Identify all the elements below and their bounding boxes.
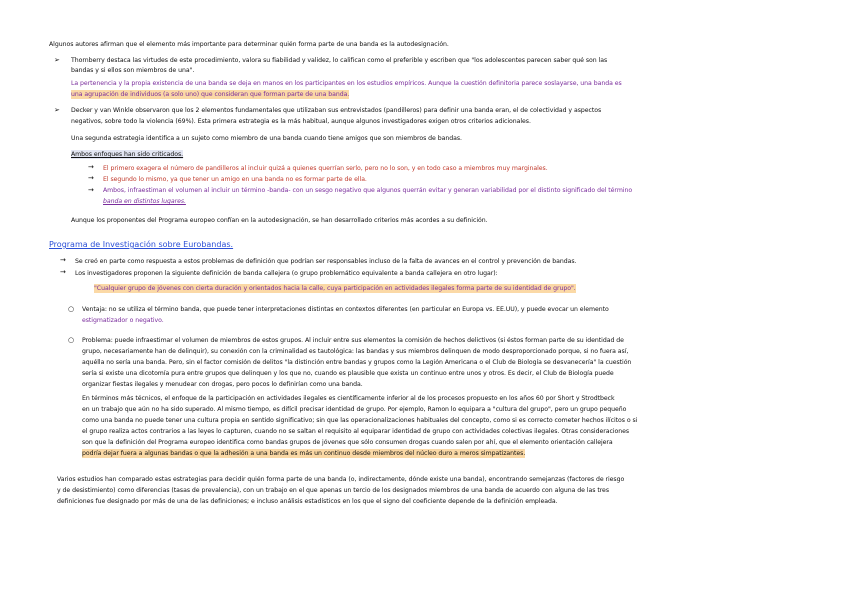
thornberry-line-1: Thornberry destaca las virtudes de este procedimiento, valora su fiabilidad y validez, lo califican como el preferible y escriben que "los adolescentes parecen saber qué son las	[71, 57, 608, 64]
arrow-bullet: →	[60, 256, 66, 264]
problema-line-7: en un trabajo que aún no ha sido superado. Al mismo tiempo, es difícil precisar identidad de grupo. Por ejemplo, Ramon lo equipara a "cultura del grupo", pero un grupo pequeño	[82, 406, 627, 413]
problema-line-1: Problema: puede infraestimar el volumen de miembros de estos grupos. Al incluir entre sus elementos la comisión de hechos delictivos (si éstos forman parte de su identidad de	[82, 337, 624, 344]
final-line-1: Varios estudios han comparado estas estrategias para decidir quién forma parte de una banda (o, indirectamente, dónde existe una banda), encontrando semejanzas (factores de riesgo	[57, 476, 625, 483]
problema-line-3: aquélla no sería una banda. Pero, sin el factor comisión de delitos "la distinción entre bandas y grupos como la Legión Americana o el Club de Biología se desvanecería" la cuestión	[82, 359, 632, 366]
paragraph-autodesignacion: Algunos autores afirman que el elemento más importante para determinar quién forma parte de una banda es la autodesignación.	[49, 41, 449, 48]
circle-bullet: ○	[68, 336, 75, 344]
problema-line-10: son que la definición del Programa europeo identifica como bandas grupos de jóvenes que sólo consumen drogas cuando salen por ahí, que el elemento orientación callejera	[82, 439, 613, 446]
arrow-bullet: →	[88, 163, 94, 171]
ventaja-line-2: estigmatizador o negativo.	[82, 317, 164, 324]
problema-line-9: el grupo realiza actos contrarios a las leyes lo capturen, cuando no se saltan el requisito al equiparar identidad de grupo con actividades colectivas ilegales. Otras consideraciones	[82, 428, 630, 435]
circle-bullet: ○	[68, 305, 75, 313]
problema-line-5: organizar fiestas ilegales y menudear con drogas, pero pocos lo definirían como una banda.	[82, 381, 363, 388]
critica-3-line-1: Ambos, infraestiman el volumen al incluir un término -banda- con un sesgo negativo que algunos querrán evitar y generan variabilidad por el distinto significado del término	[103, 187, 633, 194]
thornberry-line-2: bandas y si ellos son miembros de una".	[71, 67, 195, 74]
problema-line-8: como una banda no puede tener una cultura propia en sentido significativo; sin que las operacionalizaciones habituales del concepto, como si es correcto cometer hechos ilícitos o si	[82, 417, 638, 424]
section-heading: Programa de Investigación sobre Eurobandas.	[49, 240, 234, 249]
paragraph-programa: Aunque los proponentes del Programa europeo confían en la autodesignación, se han desarrollado criterios más acordes a su definición.	[71, 217, 488, 224]
critica-2: El segundo lo mismo, ya que tener un amigo en una banda no es formar parte de ella.	[103, 176, 367, 183]
bullet-triangle: ➢	[54, 56, 60, 64]
final-line-3: definiciones fue designado por más de una de las definiciones; e incluso análisis estadísticos en los que el signo del coeficiente depende de la definición empleada.	[57, 498, 558, 505]
thornberry-line-4: una agrupación de individuos (a solo uno) que consideran que forman parte de una banda.	[71, 91, 350, 98]
arrow-bullet: →	[88, 186, 94, 194]
bullet-triangle: ➢	[54, 106, 60, 114]
arrow-bullet: →	[88, 174, 94, 182]
final-line-2: y de desistimiento) como diferencias (tasas de prevalencia), con un trabajo en el que apenas un tercio de los designados miembros de una banda de acuerdo con alguna de las tres	[57, 487, 609, 494]
problema-line-4: sería si existe una dicotomía pura entre grupos que delinquen y los que no, cuando es plausible que exista un continuo entre unos y otros. Es decir, el Club de Biología puede	[82, 370, 614, 377]
criticas-title: Ambos enfoques han sido criticados.	[71, 151, 184, 158]
problema-line-6: En términos más técnicos, el enfoque de la participación en actividades ilegales es científicamente inferior al de los procesos propuesto en los años 60 por Short y Strodtbeck	[82, 395, 615, 402]
definition-quote: "Cualquier grupo de jóvenes con cierta duración y orientados hacia la calle, cuya participación en actividades ilegales forma parte de su identidad de grupo".	[94, 285, 576, 292]
problema-line-2: grupo, necesariamente han de delinquir), su conexión con la criminalidad es tautológica: las bandas y sus miembros delinquen de modo desproporcionado porque, si no fuera así,	[82, 348, 629, 355]
eurobandas-line-1: Se creó en parte como respuesta a estos problemas de definición que podrían ser responsables incluso de la falta de avances en el control y prevención de bandas.	[75, 258, 577, 265]
critica-3-line-2: banda en distintos lugares.	[103, 198, 186, 205]
eurobandas-line-2: Los investigadores proponen la siguiente definición de banda callejera (o grupo problemático equivalente a banda callejera en otro lugar):	[75, 270, 498, 277]
decker-line-1: Decker y van Winkle observaron que los 2 elementos fundamentales que utilizaban sus entrevistados (pandilleros) para definir una banda eran, el de colectividad y aspectos	[71, 107, 602, 114]
problema-line-11: podría dejar fuera a algunas bandas o que la adhesión a una banda es más un continuo desde miembros del núcleo duro a meros simpatizantes.	[82, 450, 526, 457]
critica-1: El primero exagera el número de pandilleros al incluir quizá a quienes querrían serlo, pero no lo son, y en todo caso a miembros muy marginales.	[103, 165, 548, 172]
thornberry-line-3: La pertenencia y la propia existencia de una banda se deja en manos en los participantes en los estudios empíricos. Aunque la cuestión definitoria parece soslayarse, una banda es	[71, 80, 622, 87]
ventaja-line-1: Ventaja: no se utiliza el término banda, que puede tener interpretaciones distintas en contextos diferentes (en particular en Europa vs. EE.UU), y puede evocar un elemento	[82, 306, 609, 313]
arrow-bullet: →	[60, 268, 66, 276]
segunda-estrategia: Una segunda estrategia identifica a un sujeto como miembro de una banda cuando tiene amigos que son miembros de bandas.	[71, 135, 462, 142]
decker-line-2: negativos, sobre todo la violencia (69%). Esta primera estrategia es la más habitual, aunque algunos investigadores exigen otros criterios adicionales.	[71, 118, 531, 125]
